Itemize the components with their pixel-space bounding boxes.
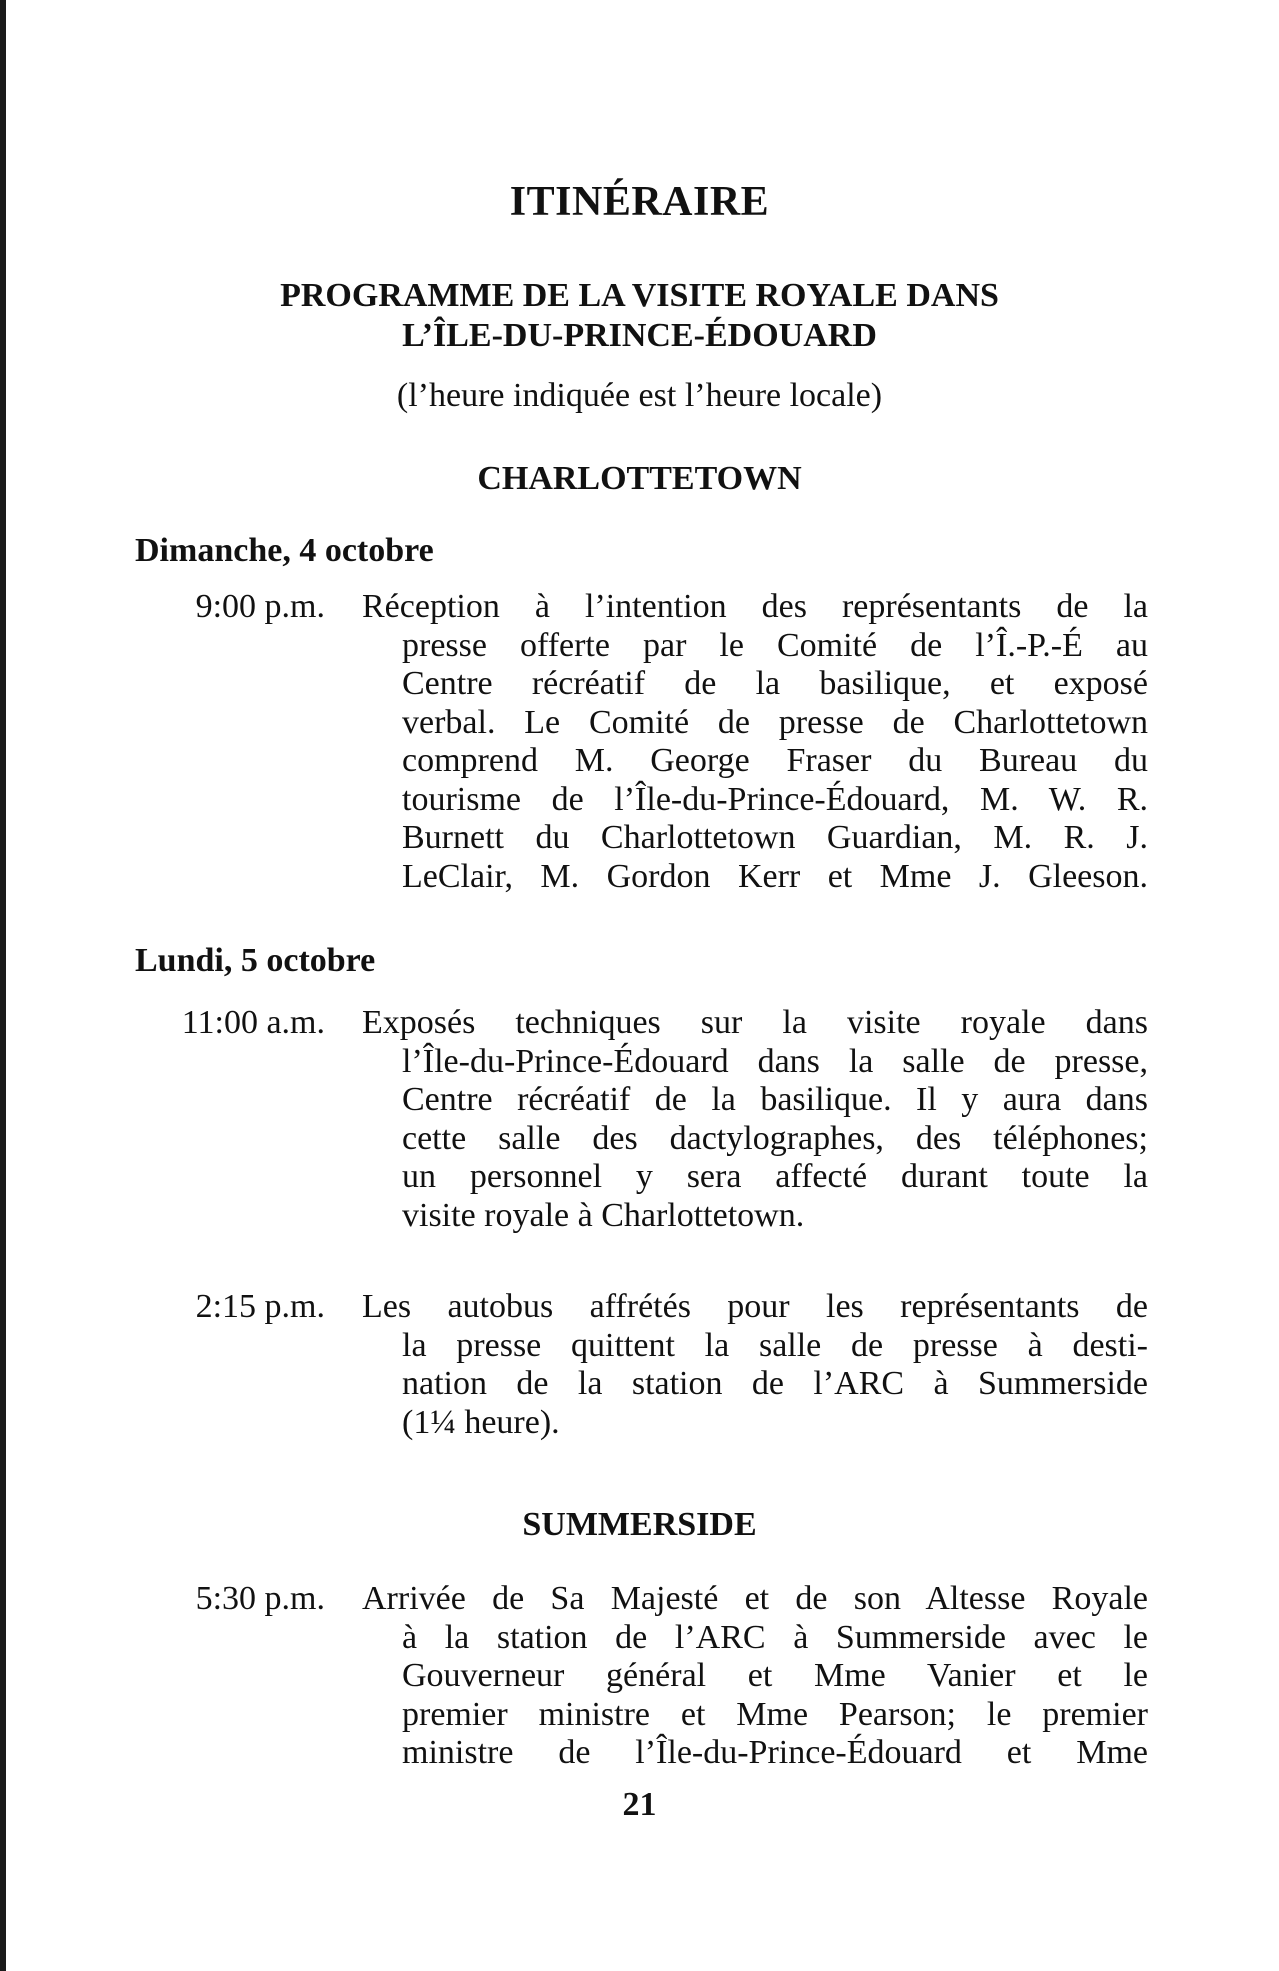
program-heading-line-1: PROGRAMME DE LA VISITE ROYALE DANS [280,277,999,314]
entry-description [362,1288,1148,1442]
description-line: tourisme de l’Île-du-Prince-Édouard, M. W. R. [402,780,1148,818]
entry-time: 2:15 p.m. [195,1288,325,1325]
description-line: cette salle des dactylographes, des téléphones; [402,1119,1148,1157]
description-line: Centre récréatif de la basilique. Il y aura dans [402,1081,1148,1118]
description-line: l’Île-du-Prince-Édouard dans la salle de presse, [402,1042,1148,1080]
description-line: verbal. Le Comité de presse de Charlottetown [402,703,1148,741]
entry-description [362,1004,1148,1235]
description-line: la presse quittent la salle de presse à desti- [402,1326,1148,1364]
day-heading-monday: Lundi, 5 octobre [135,942,376,979]
page-number: 21 [622,1786,657,1823]
description-line: premier ministre et Mme Pearson; le premier [402,1695,1148,1733]
entry-time: 11:00 a.m. [181,1004,325,1041]
description-line: Arrivée de Sa Majesté et de son Altesse Royale [362,1580,1148,1617]
description-line: Réception à l’intention des représentants de la [362,588,1148,625]
description-line: LeClair, M. Gordon Kerr et Mme J. Gleeson. [402,857,1148,895]
description-line: ministre de l’Île-du-Prince-Édouard et Mme [402,1734,1148,1771]
description-line: (1¼ heure). [402,1403,560,1441]
program-heading [0,276,1279,356]
description-line: visite royale à Charlottetown. [402,1196,805,1234]
entry-description [362,588,1148,896]
day-heading-sunday: Dimanche, 4 octobre [135,532,434,569]
description-line: Les autobus affrétés pour les représentants de [362,1288,1148,1325]
entry-time: 5:30 p.m. [195,1580,325,1617]
city-heading-charlottetown: CHARLOTTETOWN [477,460,802,497]
page-title: ITINÉRAIRE [509,179,770,225]
city-heading-summerside: SUMMERSIDE [522,1506,757,1543]
description-line: comprend M. George Fraser du Bureau du [402,742,1148,779]
description-line: Centre récréatif de la basilique, et exposé [402,665,1148,702]
entry-time: 9:00 p.m. [195,588,325,625]
description-line: presse offerte par le Comité de l’Î.-P.-É au [402,626,1148,664]
description-line: nation de la station de l’ARC à Summerside [402,1365,1148,1402]
description-line: un personnel y sera affecté durant toute la [402,1158,1148,1195]
program-heading-line-2: L’ÎLE-DU-PRINCE-ÉDOUARD [402,317,877,354]
time-note: (l’heure indiquée est l’heure locale) [396,377,883,414]
description-line: à la station de l’ARC à Summerside avec le [402,1618,1148,1656]
entry-description [362,1580,1148,1773]
description-line: Gouverneur général et Mme Vanier et le [402,1657,1148,1694]
description-line: Exposés techniques sur la visite royale dans [362,1004,1148,1041]
description-line: Burnett du Charlottetown Guardian, M. R. J. [402,819,1148,856]
